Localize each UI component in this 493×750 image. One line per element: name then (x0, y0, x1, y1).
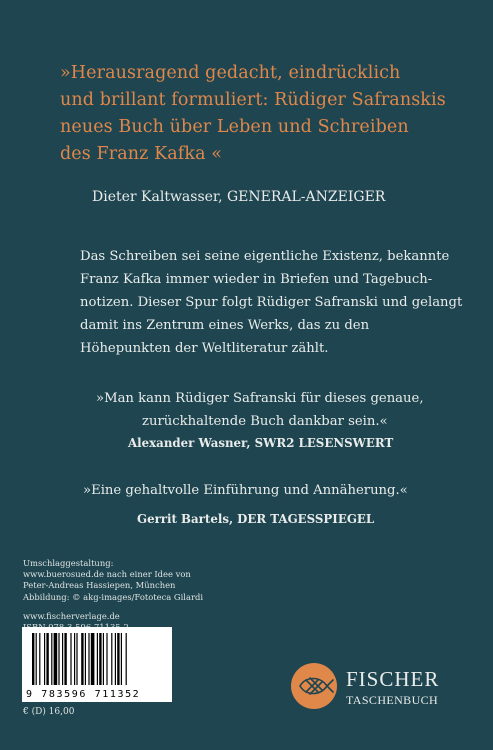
credits-line: Peter-Andreas Hassiepen, München (23, 580, 176, 591)
review-quote-3: »Eine gehaltvolle Einführung und Annäherung.« (83, 483, 408, 498)
blurb-line: Franz Kafka immer wieder in Briefen und Tagebuch- (80, 272, 433, 287)
headline-quote-line: »Herausragend gedacht, eindrücklich (60, 63, 401, 83)
review-quote-2-line: zurückhaltende Buch dankbar sein.« (142, 414, 388, 429)
credits-line: www.buerosued.de nach einer Idee von (23, 569, 191, 580)
publisher-name: FISCHER (346, 667, 440, 691)
price: € (D) 16,00 (23, 707, 75, 717)
fischer-fish-icon (291, 663, 337, 709)
cover-credits (23, 558, 253, 633)
blurb-line: Höhepunkten der Weltliteratur zählt. (80, 341, 329, 356)
blurb-text (80, 245, 463, 360)
credits-spacer (23, 603, 253, 611)
barcode-bars (30, 633, 164, 685)
review-quote-3-attribution: Gerrit Bartels, DER TAGESSPIEGEL (137, 512, 375, 526)
headline-quote-attribution: Dieter Kaltwasser, GENERAL-ANZEIGER (92, 189, 386, 205)
review-quote-2 (96, 387, 456, 433)
headline-quote (60, 60, 470, 168)
headline-quote-line: neues Buch über Leben und Schreiben (60, 117, 409, 137)
publisher-logo (291, 663, 481, 713)
credits-line: Abbildung: © akg-images/Fototeca Gilardi (23, 591, 204, 602)
barcode (22, 627, 172, 702)
publisher-website: www.fischerverlage.de (23, 610, 120, 621)
headline-quote-line: und brillant formuliert: Rüdiger Safranskis (60, 90, 446, 110)
blurb-line: Das Schreiben sei seine eigentliche Existenz, bekannte (80, 249, 450, 264)
review-quote-2-attribution: Alexander Wasner, SWR2 LESENSWERT (128, 436, 394, 450)
headline-quote-line: des Franz Kafka « (60, 144, 223, 164)
credits-line: Umschlaggestaltung: (23, 558, 114, 568)
barcode-digits: 9 783596 711352 (26, 689, 141, 700)
blurb-line: damit ins Zentrum eines Werks, das zu den (80, 318, 370, 333)
publisher-imprint: TASCHENBUCH (346, 693, 439, 707)
review-quote-2-line: »Man kann Rüdiger Safranski für dieses genaue, (96, 391, 424, 406)
blurb-line: notizen. Dieser Spur folgt Rüdiger Safranski und gelangt (80, 295, 463, 310)
